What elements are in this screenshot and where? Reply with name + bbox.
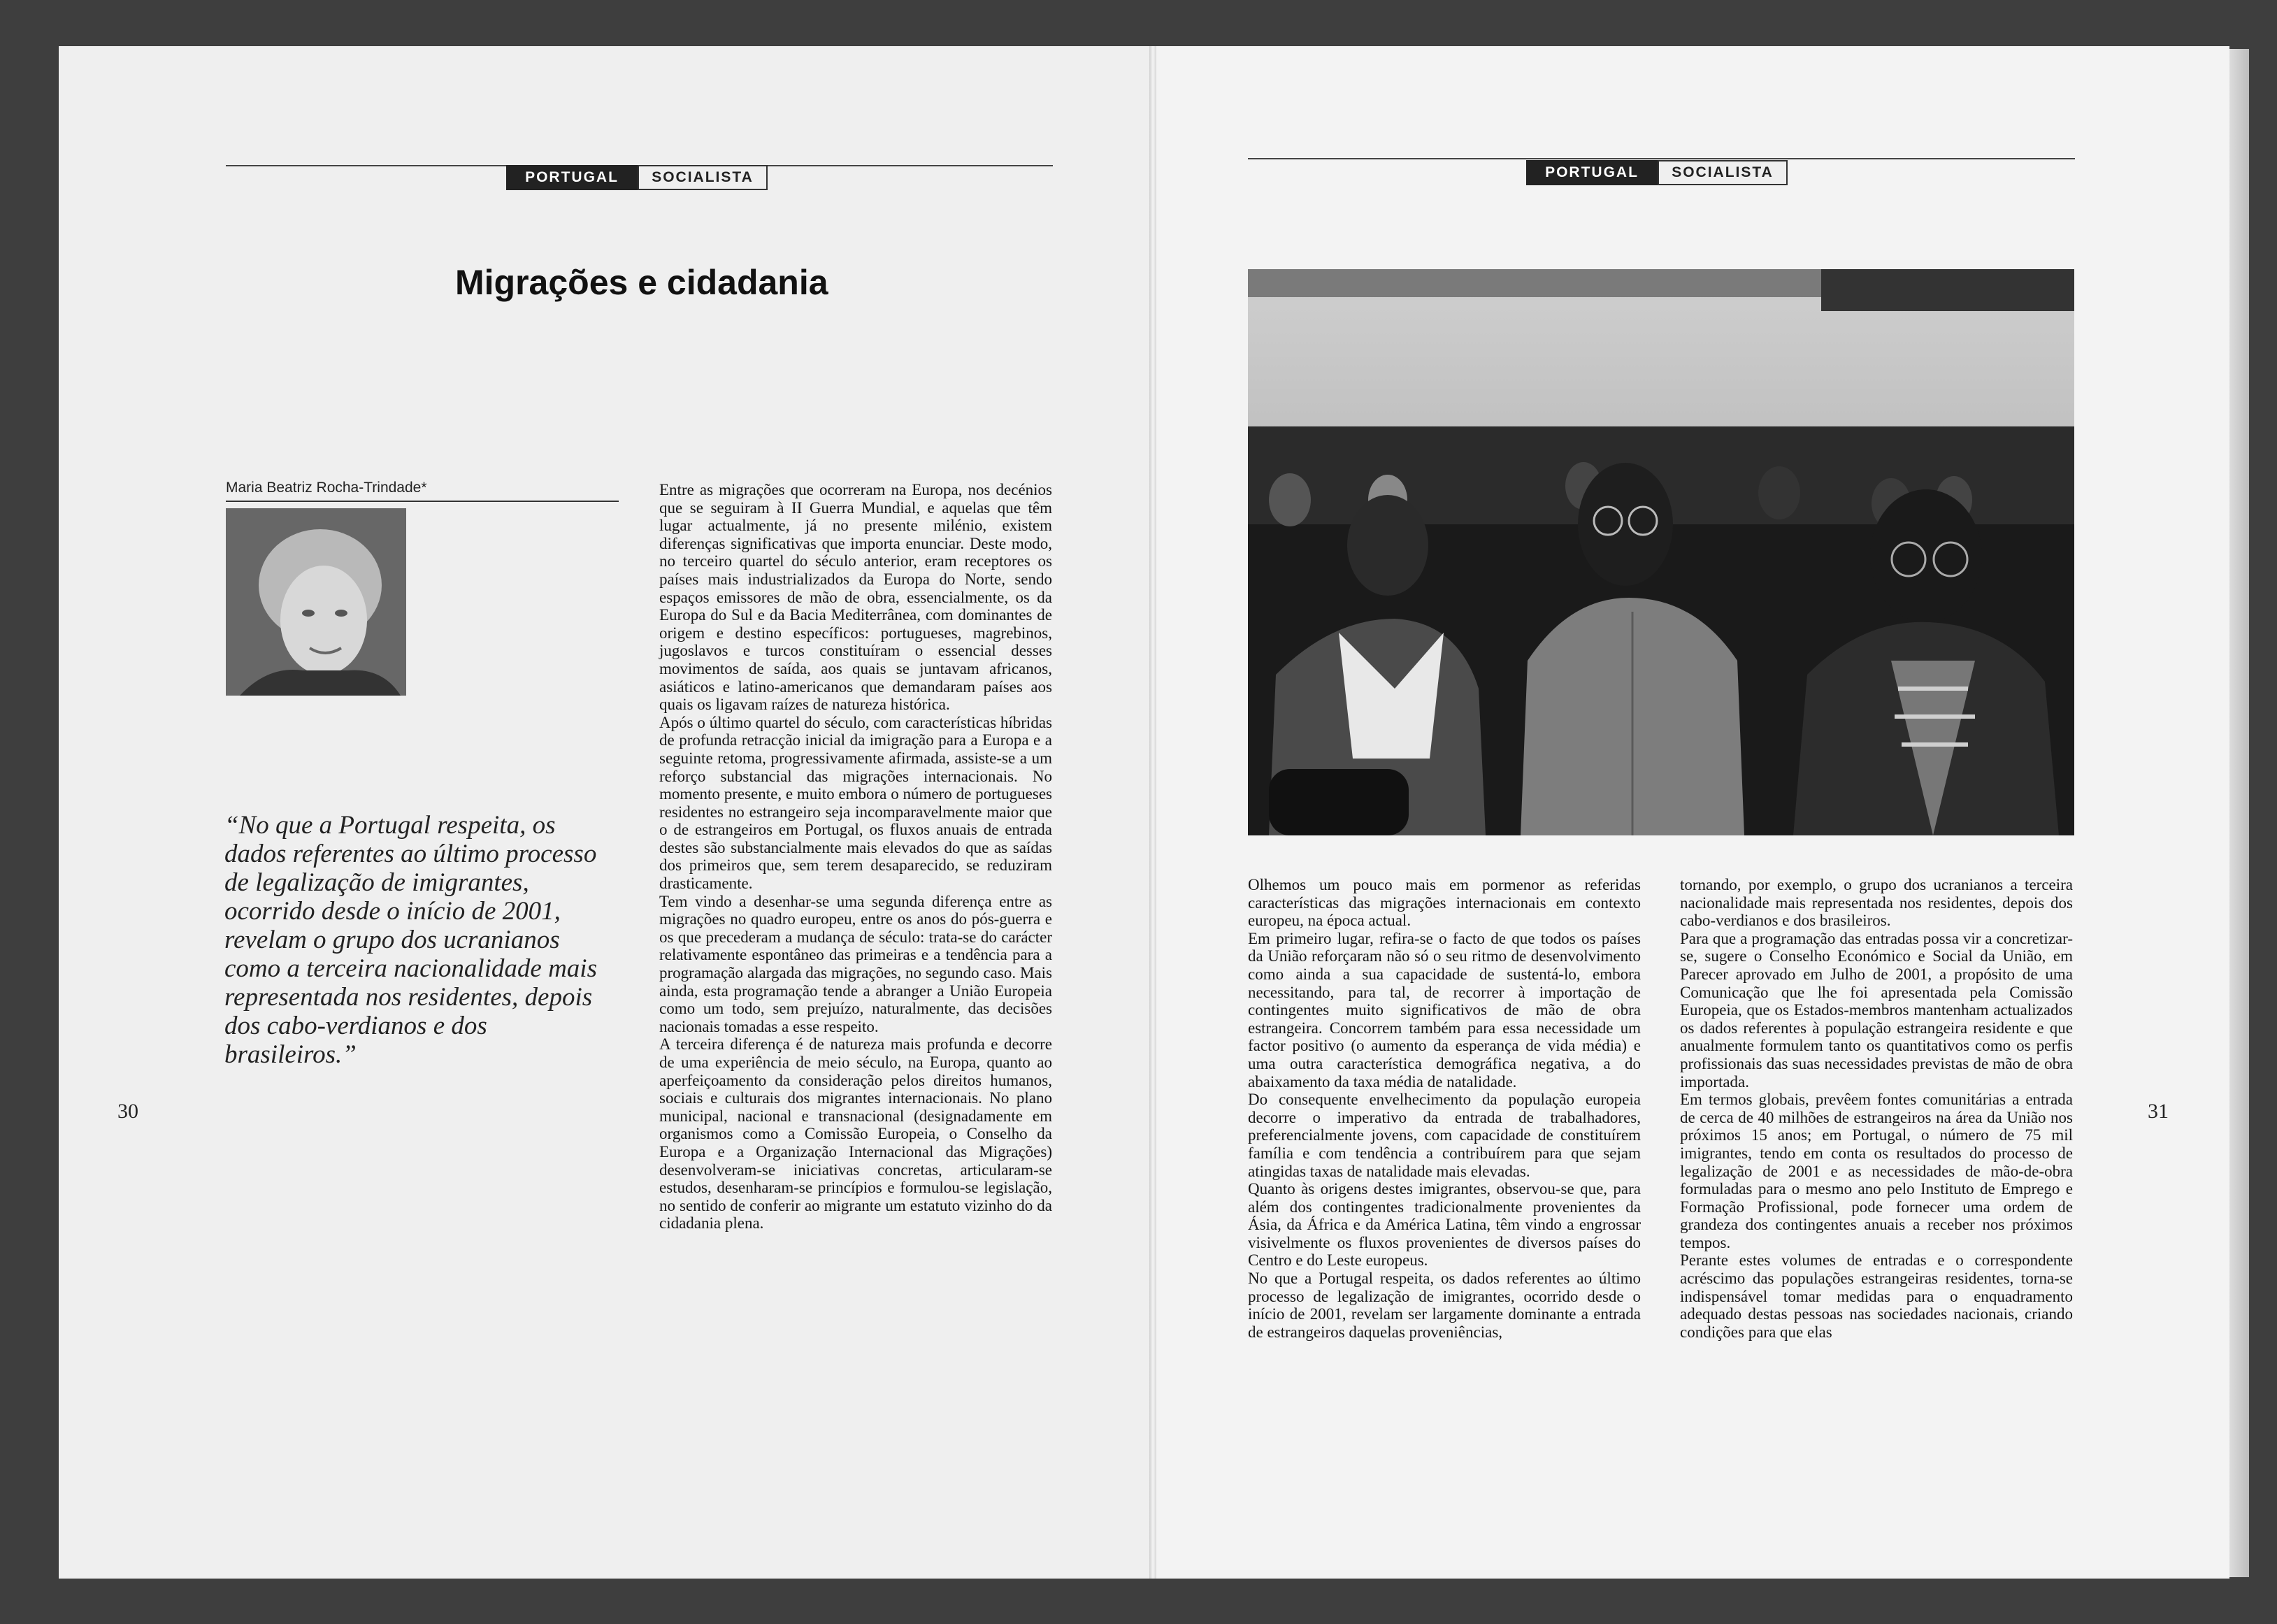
paragraph: Olhemos um pouco mais em pormenor as referidas características das migrações internacionais em contexto europeu, na época actual.: [1248, 876, 1641, 930]
page-number-left: 30: [117, 1100, 138, 1123]
paragraph: Entre as migrações que ocorreram na Europa, nos decénios que se seguiram à II Guerra Mundial, e aquelas que têm lugar actualmente, já no presente milénio, existem diferenças significativas que importa enunciar. Deste modo, no terceiro quartel do século anterior, eram receptores os países mais industrializados da Europa do Norte, sendo espaços emissores de mão de obra, essencialmente, os da Europa do Sul e da Bacia Mediterrânea, com dominantes de origem e destino específicos: portugueses, magrebinos, jugoslavos e turcos constituíram o essencial desses movimentos de saída, aos quais se juntavam africanos, asiáticos e latino-americanos que demandaram países aos quais os ligavam raízes de natureza histórica.: [659, 481, 1052, 714]
pull-quote: “No que a Portugal respeita, os dados referentes ao último processo de legalização de imigrantes, ocorrido desde o início de 2001, revelam o grupo dos ucranianos como a terceira nacionalidade mais representada nos residentes, depois dos cabo-verdianos e dos brasileiros.”: [224, 811, 597, 1069]
paragraph: Em termos globais, prevêem fontes comunitárias a entrada de cerca de 40 milhões de estrangeiros na área da União nos próximos 15 anos; em Portugal, o número de 75 mil imigrantes, tendo em conta os resultados do processo de legalização de 2001 e as necessidades de mão-de-obra formuladas para o mesmo ano pelo Instituto de Emprego e Formação Profissional, pode fornecer uma ordem de grandeza dos contingentes anuais a receber nos próximos tempos.: [1680, 1091, 2073, 1251]
paragraph: Em primeiro lugar, refira-se o facto de que todos os países da União reforçaram não só o seu ritmo de desenvolvimento como ainda a sua capacidade de sustentá-lo, embora necessitando, para tal, de recorrer à importação de contingentes muito significativos de mão de obra estrangeira. Concorrem também para essa necessidade um factor positivo (o aumento da esperança de vida média) e uma outra característica demográfica negativa, a do abaixamento da taxa média de natalidade.: [1248, 929, 1641, 1091]
article-title: Migrações e cidadania: [455, 263, 828, 302]
page-number-right: 31: [2148, 1100, 2169, 1123]
spine: [1149, 46, 1156, 1579]
article-photo: [1248, 269, 2074, 835]
paragraph: Tem vindo a desenhar-se uma segunda diferença entre as migrações no quadro europeu, entre os anos do pós-guerra e os que precederam a mudança de século: trata-se do carácter relativamente espontâneo das primeiras e a tendência para a programação alargada das migrações, no segundo caso. Mais ainda, esta programação tende a abranger a União Europeia como um todo, sem prejuízo, naturalmente, das decisões nacionais tomadas a esse respeito.: [659, 892, 1052, 1035]
paragraph: Após o último quartel do século, com características híbridas de profunda retracção inicial da imigração para a Europa e a seguinte retoma, progressivamente afirmada, assiste-se a um reforço substancial das migrações internacionais. No momento presente, e muito embora o número de portugueses residentes no estrangeiro seja incomparavelmente maior que o de estrangeiros em Portugal, os fluxos anuais de entrada destes são substancialmente mais elevados do que as saídas dos primeiros que, sem terem desaparecido, se reduziram drasticamente.: [659, 713, 1052, 893]
masthead-rule: [1248, 158, 2075, 159]
paragraph: Do consequente envelhecimento da população europeia decorre o imperativo da entrada de trabalhadores, preferencialmente jovens, com capacidade de constituírem família e com tendência a contribuírem para que sejam atingidas taxas de natalidade mais elevadas.: [1248, 1091, 1641, 1180]
masthead-portugal: PORTUGAL: [506, 165, 638, 190]
paragraph: Perante estes volumes de entradas e o correspondente acréscimo das populações estrangeiras residentes, torna-se indispensável tomar medidas para o enquadramento adequado destas pessoas nas sociedades nacionais, criando condições para que elas: [1680, 1251, 2073, 1341]
paragraph: tornando, por exemplo, o grupo dos ucranianos a terceira nacionalidade mais representada nos residentes, depois dos cabo-verdianos e dos brasileiros.: [1680, 876, 2073, 930]
masthead-portugal: PORTUGAL: [1526, 160, 1658, 185]
masthead-socialista: SOCIALISTA: [1658, 160, 1788, 185]
right-text-column-2: [1680, 876, 2073, 1341]
masthead: [1526, 160, 1788, 185]
author-rule: [226, 501, 619, 502]
page-edge: [2229, 49, 2249, 1577]
author-portrait: [226, 508, 406, 696]
paragraph: Quanto às origens destes imigrantes, observou-se que, para além dos contingentes tradicionalmente provenientes da Ásia, da África e da América Latina, têm vindo a engrossar visivelmente os fluxos provenientes de diversos países do Centro e do Leste europeus.: [1248, 1180, 1641, 1270]
masthead-socialista: SOCIALISTA: [638, 165, 768, 190]
paragraph: No que a Portugal respeita, os dados referentes ao último processo de legalização de imigrantes, ocorrido desde o início de 2001, revelam ser largamente dominante a entrada de estrangeiros daquelas proveniências,: [1248, 1270, 1641, 1341]
author-name: Maria Beatriz Rocha-Trindade*: [226, 480, 427, 496]
right-text-column-1: [1248, 876, 1641, 1341]
paragraph: Para que a programação das entradas possa vir a concretizar-se, sugere o Conselho Económico e Social da União, em Parecer aprovado em Julho de 2001, a propósito de uma Comunicação que lhe foi apresentada pela Comissão Europeia, que os Estados-membros mantenham actualizados os dados referentes à população estrangeira residente e que anualmente formulem tanto os quantitativos como os perfis profissionais das suas necessidades previstas de mão de obra importada.: [1680, 929, 2073, 1091]
masthead: [506, 165, 768, 190]
paragraph: A terceira diferença é de natureza mais profunda e decorre de uma experiência de meio século, na Europa, quanto ao aperfeiçoamento da consideração pelos direitos humanos, sociais e culturais dos migrantes internacionais. No plano municipal, nacional e transnacional (designadamente em organismos como a Comissão Europeia, o Conselho da Europa e a Organização Internacional das Migrações) desenvolveram-se iniciativas concretas, articularam-se estudos, desenharam-se princípios e formulou-se legislação, no sentido de conferir ao migrante um estatuto vizinho do da cidadania plena.: [659, 1035, 1052, 1233]
left-text-column: [659, 481, 1052, 1233]
